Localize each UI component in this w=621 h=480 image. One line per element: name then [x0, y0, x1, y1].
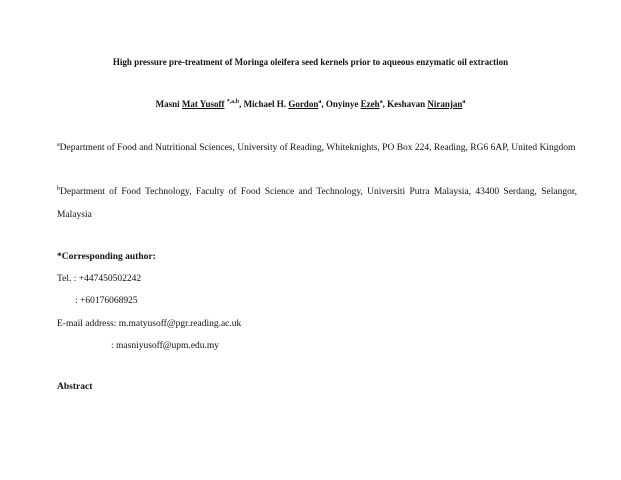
author-4-last: Niranjan	[427, 99, 463, 109]
tel2-line: : +60176068925	[75, 296, 138, 306]
author-1-affil: *,a,b	[226, 99, 240, 105]
author-sep: ,	[321, 99, 326, 109]
author-list	[0, 99, 621, 109]
paper-title: High pressure pre-treatment of Moringa oleifera seed kernels prior to aqueous enzymatic oil extraction	[112, 57, 509, 67]
author-3-affil: a	[379, 99, 383, 105]
author-2-affil: a	[318, 99, 322, 105]
author-1-first: Masni	[155, 99, 180, 109]
author-2-first: Michael H.	[243, 99, 287, 109]
affiliation-a-marker: a	[57, 141, 60, 148]
author-2-last: Gordon	[288, 99, 319, 109]
author-4-affil: a	[462, 99, 466, 105]
author-3-first: Onyinye	[325, 99, 359, 109]
affiliation-b-text: Department of Food Technology, Faculty of Food Science and Technology, Universiti Putra Malaysia, 43400 Serdang, Selangor, Malaysia	[57, 187, 577, 220]
author-3-last: Ezeh	[360, 99, 380, 109]
email-line: E-mail address: m.matyusoff@pgr.reading.ac.uk	[57, 319, 242, 329]
affiliation-b-marker: b	[57, 185, 60, 192]
author-1-last: Mat Yusoff	[181, 99, 225, 109]
author-4-first: Keshavan	[387, 99, 426, 109]
affiliation-b	[57, 181, 577, 227]
corresponding-heading: *Corresponding author:	[57, 252, 156, 262]
tel-line: Tel. : +447450502242	[57, 274, 142, 284]
author-sep: ,	[239, 99, 244, 109]
affiliation-a-text: Department of Food and Nutritional Sciences, University of Reading, Whiteknights, PO Box 224, Reading, RG6 6AP, United Kingdom	[59, 143, 576, 153]
affiliation-a	[57, 137, 577, 160]
author-sep: ,	[382, 99, 388, 109]
abstract-heading: Abstract	[57, 382, 93, 392]
email2-line: : masniyusoff@upm.edu.my	[111, 341, 220, 351]
